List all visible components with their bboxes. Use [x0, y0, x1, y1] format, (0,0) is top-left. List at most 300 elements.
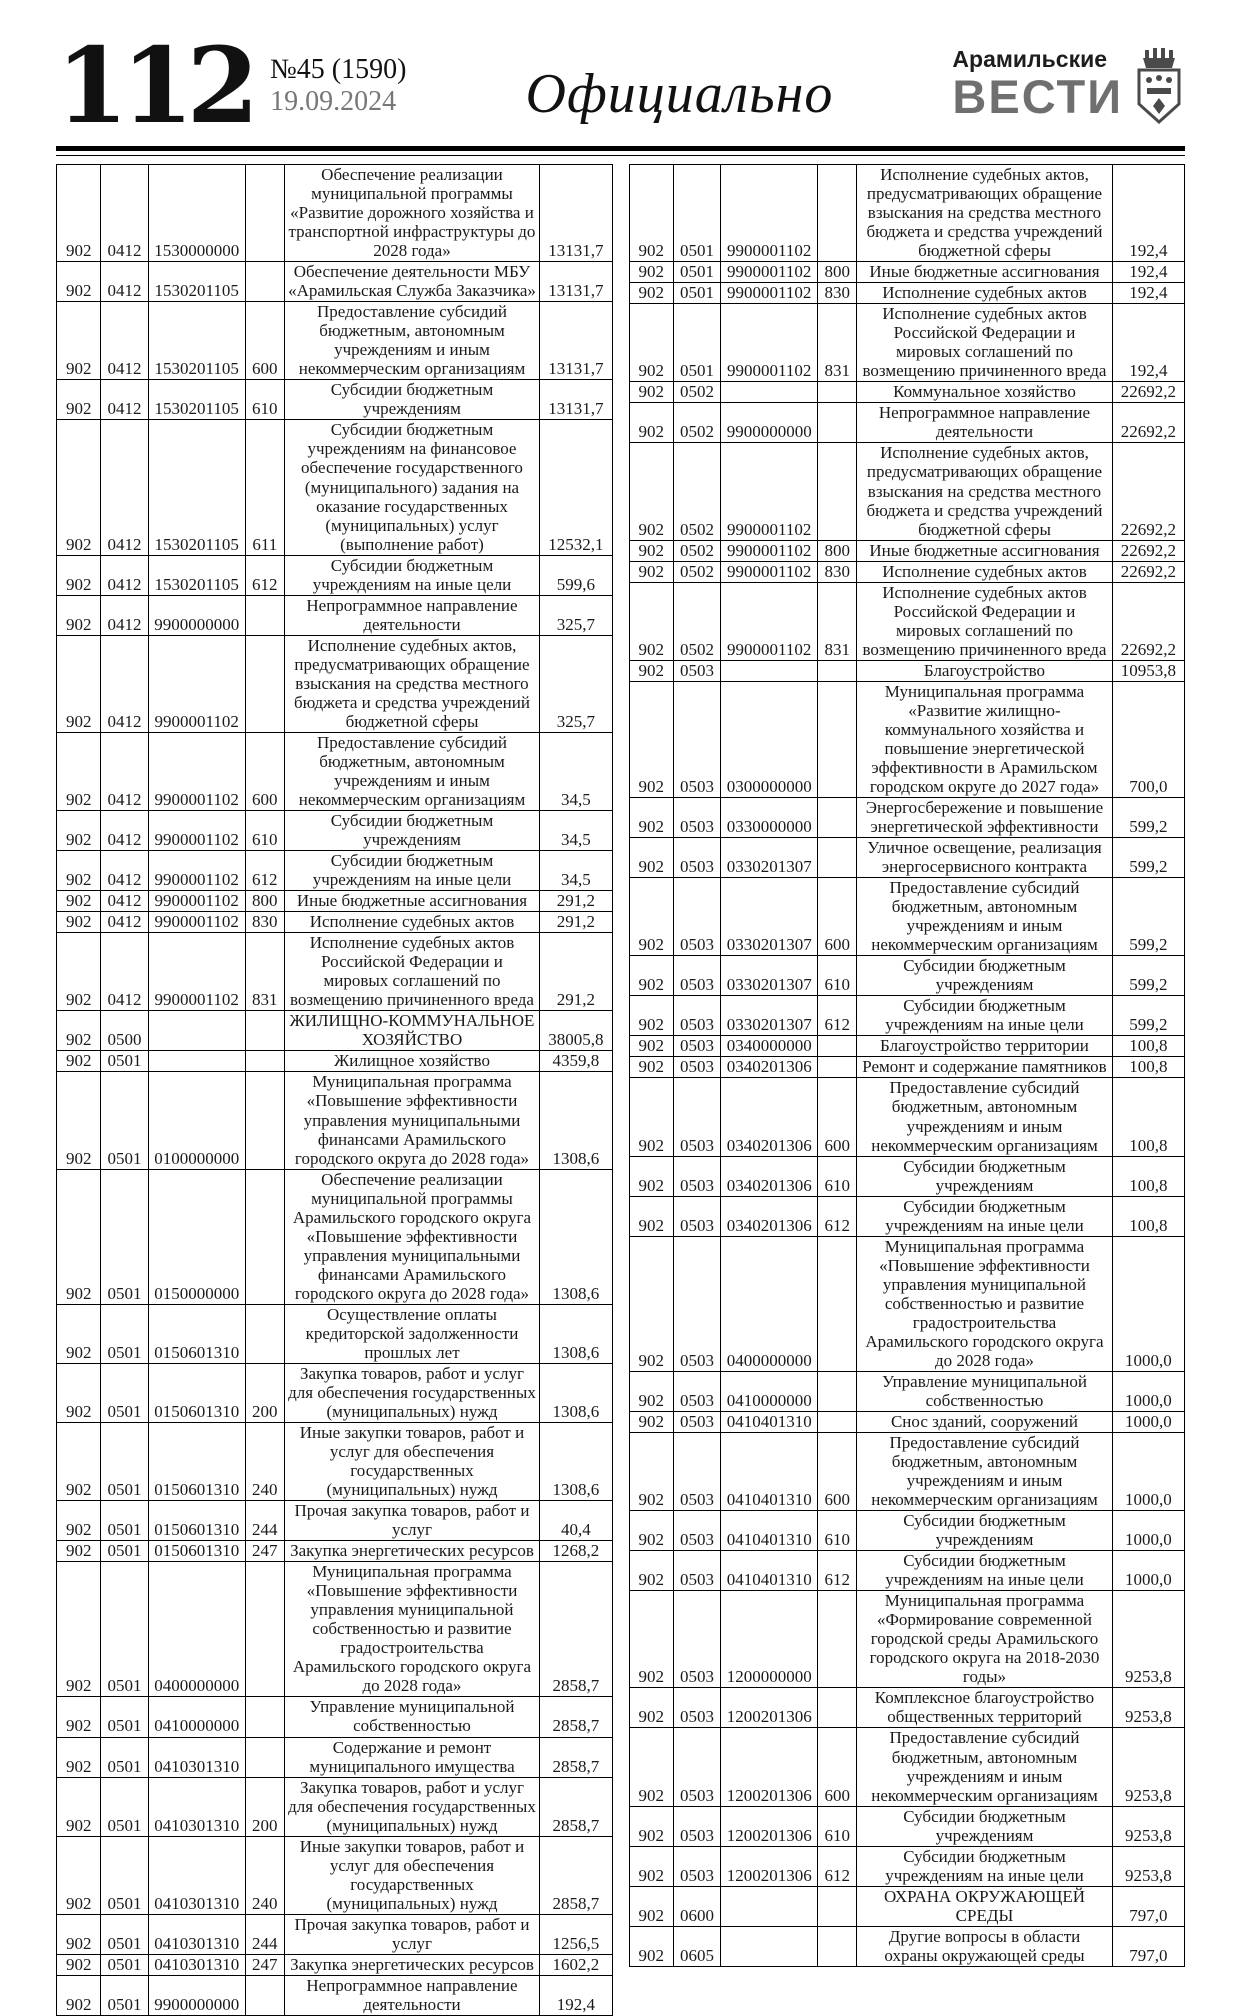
section-code: 0501: [673, 304, 720, 382]
expense-name: Обеспечение реализации муниципальной программы «Развитие дорожного хозяйства и транспортной инфраструктуры до 2028 года»: [284, 165, 540, 262]
grbs-code: 902: [629, 1196, 673, 1236]
section-code: 0503: [673, 1078, 720, 1156]
amount: 599,2: [1112, 798, 1184, 838]
section-code: 0501: [101, 1697, 148, 1737]
target-article-code: 0330000000: [721, 798, 818, 838]
section-code: 0412: [101, 635, 148, 732]
expense-name: Субсидии бюджетным учреждениям на финансовое обеспечение государственного (муниципального) задания на оказание государственных (муниципальных) услуг (выполнение работ): [284, 420, 540, 555]
target-article-code: 0340201306: [721, 1057, 818, 1078]
expense-name: Субсидии бюджетным учреждениям на иные цели: [857, 1196, 1113, 1236]
target-article-code: 0410301310: [148, 1777, 245, 1836]
target-article-code: 0340201306: [721, 1156, 818, 1196]
target-article-code: 1200000000: [721, 1591, 818, 1688]
target-article-code: 1200201306: [721, 1806, 818, 1846]
section-code: 0503: [673, 1728, 720, 1806]
expense-name: Муниципальная программа «Повышение эффективности управления муниципальной собственностью и развитие градостроительства Арамильского городского округа до 2028 года»: [857, 1236, 1113, 1371]
grbs-code: 902: [57, 1836, 101, 1914]
expense-type-code: 244: [245, 1914, 284, 1954]
expense-type-code: [818, 681, 857, 797]
grbs-code: 902: [57, 1914, 101, 1954]
amount: 100,8: [1112, 1156, 1184, 1196]
expense-type-code: 831: [245, 933, 284, 1011]
section-code: 0501: [101, 1975, 148, 2015]
section-code: 0501: [673, 283, 720, 304]
expense-name: Непрограммное направление деятельности: [284, 1975, 540, 2015]
expense-name: ЖИЛИЩНО-КОММУНАЛЬНОЕ ХОЗЯЙСТВО: [284, 1011, 540, 1051]
table-row: [57, 1975, 613, 2015]
target-article-code: 1530000000: [148, 165, 245, 262]
amount: 9253,8: [1112, 1846, 1184, 1886]
expense-type-code: [245, 1975, 284, 2015]
target-article-code: 9900001102: [148, 933, 245, 1011]
amount: 1000,0: [1112, 1433, 1184, 1511]
grbs-code: 902: [629, 681, 673, 797]
target-article-code: 0410301310: [148, 1954, 245, 1975]
grbs-code: 902: [57, 635, 101, 732]
expense-name: Исполнение судебных актов, предусматривающих обращение взыскания на средства местного бюджета и средства учреждений бюджетной сферы: [284, 635, 540, 732]
amount: 1000,0: [1112, 1551, 1184, 1591]
expense-type-code: [818, 660, 857, 681]
target-article-code: 0340000000: [721, 1036, 818, 1057]
brand-name-bottom: ВЕСТИ: [952, 70, 1123, 123]
section-code: 0503: [673, 1196, 720, 1236]
amount: 291,2: [540, 891, 612, 912]
expense-type-code: [245, 1072, 284, 1169]
section-code: 0503: [673, 1688, 720, 1728]
amount: 34,5: [540, 811, 612, 851]
section-code: 0503: [673, 956, 720, 996]
expense-type-code: [818, 1411, 857, 1432]
amount: 13131,7: [540, 165, 612, 262]
table-row: [629, 1036, 1185, 1057]
section-code: 0412: [101, 912, 148, 933]
expense-name: Обеспечение деятельности МБУ «Арамильская Служба Заказчика»: [284, 262, 540, 302]
grbs-code: 902: [629, 540, 673, 561]
table-row: [57, 851, 613, 891]
table-row: [629, 1196, 1185, 1236]
expense-name: Закупка энергетических ресурсов: [284, 1541, 540, 1562]
expense-type-code: 610: [245, 811, 284, 851]
target-article-code: 9900001102: [721, 443, 818, 540]
expense-type-code: 800: [818, 540, 857, 561]
table-row: [629, 165, 1185, 262]
amount: 599,2: [1112, 878, 1184, 956]
expense-name: Муниципальная программа «Развитие жилищно-коммунального хозяйства и повышение энергетической эффективности в Арамильском городском округе до 2027 года»: [857, 681, 1113, 797]
grbs-code: 902: [57, 420, 101, 555]
target-article-code: 9900001102: [721, 582, 818, 660]
section-code: 0501: [101, 1836, 148, 1914]
table-row: [57, 1914, 613, 1954]
section-code: 0503: [673, 1411, 720, 1432]
target-article-code: 0410401310: [721, 1511, 818, 1551]
amount: 1308,6: [540, 1072, 612, 1169]
target-article-code: 1530201105: [148, 302, 245, 380]
table-row: [57, 1777, 613, 1836]
grbs-code: 902: [629, 561, 673, 582]
expense-type-code: [818, 1591, 857, 1688]
amount: 10953,8: [1112, 660, 1184, 681]
section-code: 0502: [673, 582, 720, 660]
table-row: [57, 1737, 613, 1777]
table-row: [57, 1304, 613, 1363]
section-code: 0412: [101, 851, 148, 891]
amount: 12532,1: [540, 420, 612, 555]
table-row: [629, 262, 1185, 283]
expense-name: Иные закупки товаров, работ и услуг для обеспечения государственных (муниципальных) нужд: [284, 1423, 540, 1501]
grbs-code: 902: [629, 1057, 673, 1078]
expense-name: Предоставление субсидий бюджетным, автономным учреждениям и иным некоммерческим организациям: [857, 878, 1113, 956]
grbs-code: 902: [57, 555, 101, 595]
amount: 599,2: [1112, 996, 1184, 1036]
expense-type-code: 612: [818, 1846, 857, 1886]
expense-type-code: 610: [818, 1806, 857, 1846]
expense-type-code: [818, 1236, 857, 1371]
table-row: [629, 403, 1185, 443]
grbs-code: 902: [57, 595, 101, 635]
table-row: [57, 595, 613, 635]
section-code: 0501: [101, 1072, 148, 1169]
section-code: 0412: [101, 262, 148, 302]
table-row: [629, 1846, 1185, 1886]
section-code: 0503: [673, 1846, 720, 1886]
expense-name: Субсидии бюджетным учреждениям: [857, 1806, 1113, 1846]
table-row: [57, 1562, 613, 1697]
expense-name: Прочая закупка товаров, работ и услуг: [284, 1501, 540, 1541]
expense-name: Закупка энергетических ресурсов: [284, 1954, 540, 1975]
expense-type-code: [245, 595, 284, 635]
page-number: 112: [56, 24, 253, 147]
expense-type-code: 240: [245, 1423, 284, 1501]
masthead: [56, 24, 1185, 147]
expense-type-code: [818, 382, 857, 403]
section-code: 0503: [673, 1236, 720, 1371]
grbs-code: 902: [629, 798, 673, 838]
expense-type-code: 610: [818, 1156, 857, 1196]
grbs-code: 902: [57, 165, 101, 262]
table-row: [57, 1169, 613, 1304]
table-row: [629, 1886, 1185, 1926]
expense-type-code: 611: [245, 420, 284, 555]
section-code: 0503: [673, 1057, 720, 1078]
grbs-code: 902: [629, 443, 673, 540]
target-article-code: 9900001102: [148, 891, 245, 912]
grbs-code: 902: [629, 403, 673, 443]
expense-type-code: 612: [245, 851, 284, 891]
amount: 325,7: [540, 635, 612, 732]
section-code: 0502: [673, 382, 720, 403]
grbs-code: 902: [57, 912, 101, 933]
target-article-code: 9900000000: [721, 403, 818, 443]
section-code: 0501: [101, 1562, 148, 1697]
expense-name: Субсидии бюджетным учреждениям: [284, 380, 540, 420]
section-code: 0503: [673, 1156, 720, 1196]
table-row: [57, 912, 613, 933]
amount: 100,8: [1112, 1036, 1184, 1057]
grbs-code: 902: [57, 1975, 101, 2015]
table-row: [57, 380, 613, 420]
target-article-code: 0150000000: [148, 1169, 245, 1304]
grbs-code: 902: [629, 1728, 673, 1806]
expense-type-code: [818, 443, 857, 540]
expense-type-code: 600: [818, 1728, 857, 1806]
section-code: 0501: [101, 1737, 148, 1777]
table-row: [629, 1411, 1185, 1432]
section-code: 0412: [101, 302, 148, 380]
table-row: [57, 1051, 613, 1072]
amount: 797,0: [1112, 1886, 1184, 1926]
expense-type-code: 610: [818, 1511, 857, 1551]
amount: 4359,8: [540, 1051, 612, 1072]
grbs-code: 902: [57, 732, 101, 810]
table-row: [629, 1156, 1185, 1196]
expense-name: Закупка товаров, работ и услуг для обеспечения государственных (муниципальных) нужд: [284, 1777, 540, 1836]
grbs-code: 902: [629, 1036, 673, 1057]
grbs-code: 902: [629, 1511, 673, 1551]
coat-of-arms-icon: [1133, 48, 1185, 129]
target-article-code: [721, 660, 818, 681]
expense-name: Непрограммное направление деятельности: [857, 403, 1113, 443]
table-row: [629, 1926, 1185, 1966]
target-article-code: 9900001102: [721, 165, 818, 262]
grbs-code: 902: [57, 1777, 101, 1836]
target-article-code: 1530201105: [148, 262, 245, 302]
grbs-code: 902: [629, 1886, 673, 1926]
grbs-code: 902: [629, 1236, 673, 1371]
target-article-code: [721, 1926, 818, 1966]
expense-type-code: [245, 1737, 284, 1777]
expense-name: Субсидии бюджетным учреждениям на иные цели: [284, 851, 540, 891]
table-row: [629, 1371, 1185, 1411]
target-article-code: 0400000000: [721, 1236, 818, 1371]
expense-name: Муниципальная программа «Повышение эффективности управления муниципальными финансами Арамильского городского округа до 2028 года»: [284, 1072, 540, 1169]
expense-name: Иные закупки товаров, работ и услуг для обеспечения государственных (муниципальных) нужд: [284, 1836, 540, 1914]
expense-name: Другие вопросы в области охраны окружающей среды: [857, 1926, 1113, 1966]
expense-type-code: [818, 1886, 857, 1926]
expense-name: Исполнение судебных актов Российской Федерации и мировых соглашений по возмещению причиненного вреда: [284, 933, 540, 1011]
expense-name: ОХРАНА ОКРУЖАЮЩЕЙ СРЕДЫ: [857, 1886, 1113, 1926]
masthead-divider: [56, 146, 1185, 156]
table-row: [629, 956, 1185, 996]
target-article-code: 9900001102: [148, 811, 245, 851]
amount: 2858,7: [540, 1836, 612, 1914]
grbs-code: 902: [629, 582, 673, 660]
grbs-code: 902: [629, 1433, 673, 1511]
target-article-code: 0410401310: [721, 1411, 818, 1432]
expense-type-code: [245, 1051, 284, 1072]
expense-type-code: 612: [818, 1196, 857, 1236]
table-row: [57, 1697, 613, 1737]
grbs-code: 902: [57, 1541, 101, 1562]
target-article-code: 9900000000: [148, 595, 245, 635]
expense-type-code: [818, 838, 857, 878]
expense-name: Субсидии бюджетным учреждениям: [857, 956, 1113, 996]
expense-type-code: 831: [818, 582, 857, 660]
expense-name: Предоставление субсидий бюджетным, автономным учреждениям и иным некоммерческим организациям: [857, 1433, 1113, 1511]
amount: 40,4: [540, 1501, 612, 1541]
amount: 1308,6: [540, 1169, 612, 1304]
table-row: [629, 838, 1185, 878]
amount: 1256,5: [540, 1914, 612, 1954]
grbs-code: 902: [57, 1363, 101, 1422]
target-article-code: 0410000000: [148, 1697, 245, 1737]
grbs-code: 902: [57, 811, 101, 851]
expense-type-code: 610: [818, 956, 857, 996]
target-article-code: 0410401310: [721, 1551, 818, 1591]
section-code: 0503: [673, 996, 720, 1036]
expense-name: Исполнение судебных актов: [284, 912, 540, 933]
table-row: [57, 732, 613, 810]
grbs-code: 902: [629, 660, 673, 681]
expense-name: Предоставление субсидий бюджетным, автономным учреждениям и иным некоммерческим организациям: [857, 1078, 1113, 1156]
brand-name-top: Арамильские: [952, 46, 1108, 72]
expense-name: Энергосбережение и повышение энергетической эффективности: [857, 798, 1113, 838]
amount: 192,4: [1112, 262, 1184, 283]
amount: 1000,0: [1112, 1411, 1184, 1432]
section-code: 0503: [673, 1551, 720, 1591]
section-code: 0501: [673, 262, 720, 283]
table-row: [629, 1551, 1185, 1591]
target-article-code: 1200201306: [721, 1728, 818, 1806]
expense-name: Прочая закупка товаров, работ и услуг: [284, 1914, 540, 1954]
table-row: [629, 443, 1185, 540]
grbs-code: 902: [57, 1304, 101, 1363]
expense-name: Комплексное благоустройство общественных территорий: [857, 1688, 1113, 1728]
expense-type-code: [818, 1057, 857, 1078]
amount: 1308,6: [540, 1363, 612, 1422]
target-article-code: 0300000000: [721, 681, 818, 797]
expense-type-code: 600: [818, 1433, 857, 1511]
expense-type-code: 600: [245, 302, 284, 380]
amount: 797,0: [1112, 1926, 1184, 1966]
expense-type-code: [818, 798, 857, 838]
expense-name: Субсидии бюджетным учреждениям на иные цели: [857, 996, 1113, 1036]
expense-type-code: [818, 403, 857, 443]
expense-type-code: 610: [245, 380, 284, 420]
table-row: [57, 1363, 613, 1422]
grbs-code: 902: [629, 1846, 673, 1886]
section-code: 0503: [673, 1433, 720, 1511]
amount: 34,5: [540, 732, 612, 810]
amount: 599,2: [1112, 956, 1184, 996]
section-code: 0503: [673, 1591, 720, 1688]
grbs-code: 902: [57, 262, 101, 302]
grbs-code: 902: [57, 1501, 101, 1541]
table-columns: [56, 164, 1185, 2016]
target-article-code: 1530201105: [148, 555, 245, 595]
left-column: [56, 164, 613, 2016]
expense-name: Предоставление субсидий бюджетным, автономным учреждениям и иным некоммерческим организациям: [284, 732, 540, 810]
expense-type-code: 600: [818, 1078, 857, 1156]
grbs-code: 902: [57, 851, 101, 891]
grbs-code: 902: [629, 304, 673, 382]
table-row: [57, 933, 613, 1011]
amount: 13131,7: [540, 302, 612, 380]
target-article-code: 0340201306: [721, 1196, 818, 1236]
amount: 22692,2: [1112, 382, 1184, 403]
grbs-code: 902: [57, 1562, 101, 1697]
grbs-code: 902: [629, 996, 673, 1036]
amount: 325,7: [540, 595, 612, 635]
section-code: 0503: [673, 681, 720, 797]
right-column: [629, 164, 1186, 1967]
section-code: 0501: [673, 165, 720, 262]
grbs-code: 902: [629, 262, 673, 283]
section-code: 0412: [101, 811, 148, 851]
expense-type-code: 830: [245, 912, 284, 933]
target-article-code: 9900001102: [148, 912, 245, 933]
amount: 9253,8: [1112, 1806, 1184, 1846]
expense-type-code: [818, 1688, 857, 1728]
issue-number: №45 (1590): [270, 54, 407, 85]
section-code: 0501: [101, 1954, 148, 1975]
expense-name: Жилищное хозяйство: [284, 1051, 540, 1072]
expense-type-code: 612: [818, 996, 857, 1036]
expense-type-code: 240: [245, 1836, 284, 1914]
amount: 192,4: [1112, 304, 1184, 382]
expense-type-code: 800: [245, 891, 284, 912]
expense-name: Иные бюджетные ассигнования: [284, 891, 540, 912]
grbs-code: 902: [629, 1411, 673, 1432]
expense-name: Управление муниципальной собственностью: [857, 1371, 1113, 1411]
budget-table-right: [629, 164, 1186, 1967]
table-row: [629, 1688, 1185, 1728]
target-article-code: 0410301310: [148, 1737, 245, 1777]
target-article-code: 0150601310: [148, 1501, 245, 1541]
amount: 1308,6: [540, 1423, 612, 1501]
masthead-left: [56, 24, 407, 147]
expense-type-code: [245, 1562, 284, 1697]
grbs-code: 902: [57, 1169, 101, 1304]
amount: 34,5: [540, 851, 612, 891]
table-row: [57, 1501, 613, 1541]
table-row: [57, 1011, 613, 1051]
expense-name: Осуществление оплаты кредиторской задолженности прошлых лет: [284, 1304, 540, 1363]
grbs-code: 902: [57, 1051, 101, 1072]
grbs-code: 902: [629, 165, 673, 262]
table-row: [57, 635, 613, 732]
grbs-code: 902: [57, 302, 101, 380]
table-row: [629, 1078, 1185, 1156]
expense-type-code: 200: [245, 1363, 284, 1422]
amount: 291,2: [540, 933, 612, 1011]
issue-block: [270, 40, 406, 118]
expense-name: Закупка товаров, работ и услуг для обеспечения государственных (муниципальных) нужд: [284, 1363, 540, 1422]
grbs-code: 902: [629, 1806, 673, 1846]
amount: 2858,7: [540, 1562, 612, 1697]
grbs-code: 902: [57, 1697, 101, 1737]
expense-type-code: [818, 1036, 857, 1057]
expense-type-code: 831: [818, 304, 857, 382]
amount: 22692,2: [1112, 403, 1184, 443]
expense-type-code: [245, 1011, 284, 1051]
section-code: 0503: [673, 878, 720, 956]
table-row: [629, 304, 1185, 382]
expense-name: Благоустройство: [857, 660, 1113, 681]
section-code: 0501: [101, 1051, 148, 1072]
brand-text: [952, 46, 1123, 123]
target-article-code: 0410401310: [721, 1433, 818, 1511]
target-article-code: 0330201307: [721, 996, 818, 1036]
grbs-code: 902: [57, 891, 101, 912]
expense-name: Иные бюджетные ассигнования: [857, 540, 1113, 561]
amount: 2858,7: [540, 1737, 612, 1777]
expense-type-code: 247: [245, 1541, 284, 1562]
target-article-code: 9900001102: [148, 635, 245, 732]
target-article-code: 0410301310: [148, 1836, 245, 1914]
amount: 599,2: [1112, 838, 1184, 878]
table-row: [629, 561, 1185, 582]
amount: 13131,7: [540, 262, 612, 302]
